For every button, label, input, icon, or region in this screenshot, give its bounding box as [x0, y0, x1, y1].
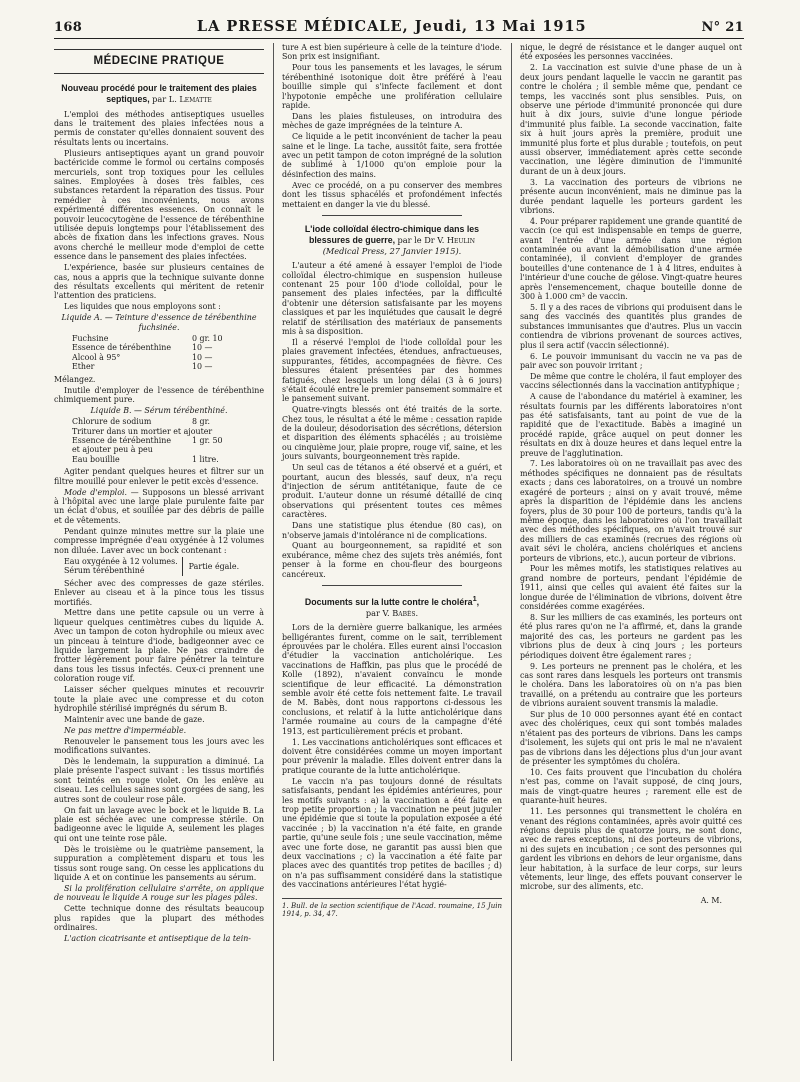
paragraph: Cette technique donne des résultats beaucoup plus rapides que la plupart des méthodes ordinaires.: [54, 904, 264, 932]
text-columns: [54, 43, 744, 1061]
ingredient-qty: 8 gr.: [192, 417, 210, 427]
paragraph: 4. Pour préparer rapidement une grande quantité de vaccin (ce qui est indispensable en temps de guerre, avant l'entrée d'une armée dans une région contaminée ou avant la démobilisation d'une armée contaminée), il convient d'employer de grandes bouteilles d'une contenance de 1 à 4 litres, enduites à l'intérieur d'une couche de gélose. Vingt-quatre heures après l'ensemencement, chaque bouteille donne de 300 à 1.000 cm³ de vaccin.: [520, 216, 742, 302]
recipe-row: [72, 362, 264, 371]
paragraph: 2. La vaccination est suivie d'une phase de un à deux jours pendant laquelle le vaccin ne garantit pas contre le choléra ; il semble même que, pendant ce temps, les vaccinés sont plus sensibles. Puis, on observe une période d'immunité prononcée qui dure huit à dix jours, suivie d'une longue période d'immunité plus faible. La seconde vaccination, faite six à huit jours après la première, produit une immunité plus forte et plus durable ; toutefois, on peut aussi observer, immédiatement après cette seconde vaccination, une légère diminution de l'immunité durant de un à deux jours.: [520, 63, 742, 176]
paragraph: 3. La vaccination des porteurs de vibrions ne présente aucun inconvénient, mais ne diminue pas la durée pendant laquelle les porteurs gardent les vibrions.: [520, 177, 742, 215]
article-byline: par L.: [152, 93, 177, 104]
brace-label: Partie égale.: [188, 561, 240, 571]
article-author: Lematte: [179, 93, 212, 104]
rubric-title: MÉDECINE PRATIQUE: [54, 49, 264, 74]
paragraph: Sécher avec des compresses de gaze stériles. Enlever au ciseau et à la pince tous les tissus mortifiés.: [54, 578, 264, 607]
paragraph: On fait un lavage avec le bock et le liquide B. La plaie est séchée avec une compresse stérile. On badigeonne avec le liquide A, seulement les plages qui ont une teinte rose pâle.: [54, 805, 264, 843]
footnote: 1. Bull. de la section scientifique de l'Acad. roumaine, 15 Juin 1914, p. 34, 47.: [282, 898, 502, 919]
paragraph: L'emploi des méthodes antiseptiques usuelles dans le traitement des plaies infectées nous a permis de constater qu'elles donnaient souvent des résultats lents ou incertains.: [54, 109, 264, 147]
article-author: Heulin: [446, 234, 476, 245]
ingredient-qty: 10 —: [192, 343, 213, 353]
paragraph: Ce liquide a le petit inconvénient de tacher la peau saine et le linge. La tache, aussitôt faite, sera frottée avec un petit tampon de coton imprégné de la solution de sublimé à 1/1000 qu'on emploie pour la désinfection des mains.: [282, 132, 502, 179]
recipe-row: [72, 417, 264, 426]
paragraph: Quant au bourgeonnement, sa rapidité et son exubérance, même chez des sujets très anémiés, font penser à la forme en chou-fleur des bourgeons cancéreux.: [282, 541, 502, 579]
recipe-row: [72, 343, 264, 352]
paragraph: [54, 488, 264, 526]
paragraph: 9. Les porteurs ne prennent pas le choléra, et les cas sont rares dans lesquels les porteurs ont transmis le choléra. Dans les laboratoires où on n'a pas bien travaillé, on a prétendu au contraire que les porteurs de vibrions auraient souvent transmis la maladie.: [520, 661, 742, 709]
recipe-step: Triturer dans un mortier et ajouter: [72, 426, 213, 436]
paragraph: Dans les plaies fistuleuses, on introduira des mèches de gaze imprégnées de la teinture A.: [282, 111, 502, 131]
paragraph: L'action cicatrisante et antiseptique de la tein-: [64, 933, 251, 943]
paragraph: 7. Les laboratoires où on ne travaillait pas avec des méthodes spécifiques ne donnaient pas de résultats exacts ; dans ces laboratoires, on a trouvé un nombre exagéré de porteurs ; ainsi on y avait trouvé, même après la disparition de l'épidémie dans les anciens foyers, plus de 30 pour 100 de porteurs, tandis qu'à la même époque, dans les laboratoires où l'on travaillait avec des méthodes spécifiques, on n'avait trouvé sur des milliers de cas examinés (recrues des régions où avait sévi le choléra, anciens cholériques et anciens porteurs de vibrions, etc.), aucun porteur de vibrions.: [520, 459, 742, 563]
paragraph: Pour les mêmes motifs, les statistiques relatives au grand nombre de porteurs, pendant l'épidémie de 1911, ainsi que celles qui avaient été faites sur la longue durée de l'élimination de vibrions, doivent être considérées comme exagérées.: [520, 564, 742, 612]
ingredient-name: Alcool à 95°: [72, 352, 121, 362]
ingredient-name: Essence de térébenthine: [72, 343, 172, 353]
paragraph: Dès le troisième ou le quatrième pansement, la suppuration a complètement disparu et tous les tissus sont rouge sang. On cesse les applications du liquide A et on continue les pansements au sérum.: [54, 844, 264, 882]
ingredient-qty: 10 —: [192, 362, 213, 372]
paragraph: 6. Le pouvoir immunisant du vaccin ne va pas de pair avec son pouvoir irritant ;: [520, 351, 742, 370]
ingredient-name: Eau bouillie: [72, 454, 120, 464]
liquid-a-recipe: [72, 334, 264, 372]
paragraph: Lors de la dernière guerre balkanique, les armées belligérantes furent, comme on le sait, terriblement éprouvées par le choléra. Elles eurent ainsi l'occasion d'étudier la vaccination anticholérique. Les vaccinations de Haffkin, pas plus que le procédé de Kolle (1892), n'avaient convaincu le monde scientifique de leur efficacité. La démonstration semble avoir été cette fois nettement faite. Le travail de M. Babès, dont nous rapportons ci-dessous les conclusions, et relatif à la lutte anticholérique dans l'armée roumaine au cours de la campagne d'été 1913, est particulièrement précis et probant.: [282, 623, 502, 736]
paragraph: Le vaccin n'a pas toujours donné de résultats satisfaisants, pendant les épidémies antérieures, pour les motifs suivants : a) la vaccination a été faite en trop petite proportion ; la vaccination ne peut juguler une épidémie que si toute la population exposée a été vaccinée ; b) la vaccination n'a été faite, en grande partie, qu'une seule fois ; une seule vaccination, même avec une forte dose, ne garantit pas aussi bien que deux vaccinations ; c) la vaccination a été faite par places avec des quantités trop petites de bacilles ; d) on n'a pas suffisamment considéré dans la statistique des vaccinations antérieures l'état hygié-: [282, 776, 502, 890]
paragraph: Renouveler le pansement tous les jours avec les modifications suivantes.: [54, 736, 264, 756]
ingredient-qty: 1 gr. 50: [192, 436, 223, 446]
footnote-ref: 1: [472, 594, 477, 604]
ingredient-name: Fuchsine: [72, 333, 109, 343]
paragraph: Il a réservé l'emploi de l'iode colloïdal pour les plaies gravement infectées, étendues, anfractueuses, suppurantes, fétides, accompagnées de fièvre. Ces blessures étaient présentées par des hommes fatigués, chez lesquels un long délai (3 à 6 jours) s'était écoulé entre le premier pansement sommaire et le pansement suivant.: [282, 337, 502, 404]
recipe-step: et ajouter peu à peu: [72, 445, 153, 455]
signature: A. M.: [700, 895, 722, 905]
liquid-a-label: Liquide A. — Teinture d'essence de térébenthine fuchsinée.: [61, 313, 257, 332]
ingredient-qty: 1 litre.: [192, 454, 219, 464]
article-byline-line: par V. Babès.: [365, 607, 419, 618]
paragraph: Avec ce procédé, on a pu conserver des membres dont les tissus sphacélés et profondément infectés mettaient en danger la vie du blessé.: [282, 180, 502, 209]
column-2: [273, 43, 502, 1061]
article-title: [288, 224, 496, 256]
paragraph: Maintenir avec une bande de gaze.: [64, 714, 205, 724]
page-number: 168: [54, 20, 83, 35]
liquid-b-label: Liquide B. — Sérum térébenthiné.: [90, 405, 228, 415]
section-divider: [322, 585, 462, 586]
article-title-text: L'iode colloïdal électro-chimique dans les blessures de guerre,: [304, 223, 480, 245]
paragraph: 11. Les personnes qui transmettent le choléra en venant des régions contaminées, après avoir quitté ces régions depuis plus de quatorze jours, ne sont donc, avec de rares exceptions, ni des porteurs de vibrions, ni des sujets en incubation ; ce sont des personnes qui gardent les vibrions en dehors de leur organisme, dans leur habitation, à la surface de leur corps, sur leurs vêtements, leur linge, des effets pouvant conserver le microbe, sur des aliments, etc.: [520, 807, 742, 892]
paragraph: Si la prolifération cellulaire s'arrête, on applique de nouveau le liquide A rouge sur les plages pâles.: [54, 883, 264, 903]
recipe-row: [72, 436, 264, 445]
article-byline: par V.: [365, 607, 390, 618]
paragraph: L'auteur a été amené à essayer l'emploi de l'iode colloïdal électro-chimique en suspension huileuse contenant 25 pour 100 d'iode colloïdal, pour le pansement des plaies infectées, par la difficulté d'obtenir une détersion satisfaisante par les moyens classiques et par les inquiétudes que causait le degré relatif de stérilisation des matériaux de pansements mis à sa disposition.: [282, 261, 502, 336]
paragraph: nique, le degré de résistance et le danger auquel ont été exposées les personnes vaccinées.: [520, 43, 742, 62]
paragraph: 8. Sur les milliers de cas examinés, les porteurs ont été plus rares qu'on ne l'a affirmé, et, dans la grande majorité des cas, les porteurs ne gardent pas les vibrions plus de deux à cinq jours ; les porteurs périodiques doivent être également rares ;: [520, 612, 742, 660]
journal-title: LA PRESSE MÉDICALE, Jeudi, 13 Mai 1915: [196, 18, 587, 35]
liquid-b-recipe: [72, 417, 264, 464]
paragraph-text: — Supposons un blessé arrivant à l'hôpital avec une large plaie purulente faite par un éclat d'obus, et souillée par des débris de paille et de vêtements.: [54, 487, 264, 525]
paragraph: Pendant quinze minutes mettre sur la plaie une compresse imprégnée d'eau oxygénée à 12 volumes non diluée. Laver avec un bock contenant :: [54, 526, 264, 555]
article-title-text: Documents sur la lutte contre le choléra: [304, 596, 473, 607]
paragraph: Mélangez.: [54, 374, 96, 384]
column-3: [511, 43, 742, 1061]
paragraph: A cause de l'abondance du matériel à examiner, les résultats fournis par les différents laboratoires n'ont pas été satisfaisants, tant au point de vue de la rapidité que de l'exactitude. Babès a imaginé un procédé rapide, grâce auquel on peut donner les résultats en dix à douze heures et dans lequel entre la preuve de l'agglutination.: [520, 392, 742, 458]
recipe-row: [72, 455, 264, 464]
ingredient-qty: 10 —: [192, 352, 213, 362]
paragraph: Un seul cas de tétanos a été observé et a guéri, et pourtant, aucun des blessés, sauf deux, n'a reçu d'injection de sérum antitétanique, faute de ce produit. L'auteur donne un résumé détaillé de cinq observations qui présentent toutes ces mêmes caractères.: [282, 463, 502, 520]
article-source: (Medical Press, 27 Janvier 1915).: [322, 245, 462, 256]
recipe-row: [72, 353, 264, 362]
page-header: [54, 18, 744, 39]
paragraph: Mettre dans une petite capsule ou un verre à liqueur quelques centimètres cubes du liquide A. Avec un tampon de coton hydrophile ou mieux avec un pinceau à teinture d'iode, badigeonner avec ce liquide largement la plaie. Ne pas craindre de frotter légèrement pour faire pénétrer la teinture dans tous les tissus infectés. Ceux-ci prennent une coloration rouge vif.: [54, 608, 264, 684]
brace-line: Sérum térébenthiné: [64, 566, 145, 576]
article-title-text: Nouveau procédé pour le traitement des plaies septiques,: [61, 82, 257, 104]
ingredient-name: Essence de térébenthine: [72, 436, 172, 446]
paragraph: Pour tous les pansements et les lavages, le sérum térébenthiné isotonique doit être préféré à l'eau bouillie simple qui s'infecte facilement et dont l'hypotonie empêche une prolifération cellulaire rapide.: [282, 63, 502, 110]
paragraph: L'expérience, basée sur plusieurs centaines de cas, nous a appris que la technique suivante donne des résultats excellents qui méritent de retenir l'attention des praticiens.: [54, 263, 264, 301]
paragraph: ture A est bien supérieure à celle de la teinture d'iode. Son prix est insignifiant.: [282, 43, 502, 62]
paragraph-lead: Mode d'emploi.: [64, 487, 127, 497]
issue-number: N° 21: [701, 20, 744, 35]
paragraph: Sur plus de 10 000 personnes ayant été en contact avec des cholériques, ceux qui sont tombés malades n'étaient pas des porteurs de vibrions. Dans les camps d'isolement, les sujets qui ont pris le mal ne n'avaient pas de vibrions dans les déjections plus d'un jour avant de présenter les symptômes du choléra.: [520, 710, 742, 767]
brace-lines: [64, 557, 183, 576]
paragraph: 5. Il y a des races de vibrions qui produisent dans le sang des vaccinés des quantités plus grandes de substances immunisantes que d'autres. Plus un vaccin contiendra de vibrions provenant de sources actives, plus il sera actif (vaccin sélectionné).: [520, 302, 742, 350]
article-title: [60, 83, 258, 105]
mixture-brace: [64, 557, 264, 576]
paragraph: Agiter pendant quelques heures et filtrer sur un filtre mouillé pour enlever le petit excès d'essence.: [54, 467, 264, 486]
paragraph: Ne pas mettre d'imperméable.: [64, 725, 187, 735]
article-byline: par le Dr V.: [397, 234, 445, 245]
paragraph: 1. Les vaccinations anticholériques sont efficaces et doivent être considérées comme un moyen important pour prévenir la maladie. Elles doivent entrer dans la pratique courante de la lutte anticholérique.: [282, 737, 502, 775]
paragraph: Les liquides que nous employons sont :: [64, 302, 221, 312]
article-title: Documents sur la lutte contre le choléra$^1$, par V. Babès.: [288, 594, 496, 618]
paragraph: De même que contre le choléra, il faut employer des vaccins sélectionnés dans la vaccination antityphique ;: [520, 371, 742, 391]
paragraph: Quatre-vingts blessés ont été traités de la sorte. Chez tous, le résultat a été le même : cessation rapide de la douleur, désodorisation des sécrétions, détersion et disparition des éléments sphacélés ; au troisième ou cinquième jour, plaie propre, rouge vif, saine, et les jours suivants, bourgeonnement très rapide.: [282, 405, 502, 462]
paragraph: Dès le lendemain, la suppuration a diminué. La plaie présente l'aspect suivant : les tissus mortifiés sont teintés en rouge violet. On les enlève au ciseau. Les cellules saines sont gorgées de sang, les autres sont de couleur rose pâle.: [54, 757, 264, 804]
paragraph: Dans une statistique plus étendue (80 cas), on n'observe jamais d'intolérance ni de complications.: [282, 521, 502, 540]
article-author: Babès: [392, 607, 416, 618]
recipe-row: [72, 334, 264, 343]
column-1: [54, 43, 264, 1061]
paragraph: 10. Ces faits prouvent que l'incubation du choléra n'est pas, comme on l'avait supposé, de cinq jours, mais de vingt-quatre heures ; rarement elle est de quarante-huit heures.: [520, 767, 742, 806]
paragraph: Laisser sécher quelques minutes et recouvrir toute la plaie avec une compresse et du coton hydrophile stérilisé imprégnés du sérum B.: [54, 685, 264, 714]
ingredient-qty: 0 gr. 10: [192, 333, 223, 343]
section-divider: [322, 215, 462, 216]
ingredient-name: Chlorure de sodium: [72, 417, 152, 427]
paragraph: Plusieurs antiseptiques ayant un grand pouvoir bactéricide comme le formol ou certains composés mercuriels, sont trop toxiques pour les cellules saines. Employées à doses très faibles, ces substances retardent la réparation des tissus. Pour remédier à ces inconvénients, nous avons expérimenté différentes essences. On connaît le pouvoir leucocytogène de l'essence de térébenthine utilisée depuis longtemps pour l'établissement des abcès de fixation dans les infections graves. Nous avons cherché le meilleur mode d'emploi de cette essence dans le pansement des plaies infectées.: [54, 148, 264, 262]
brace-line: Eau oxygénée à 12 volumes.: [64, 556, 178, 566]
ingredient-name: Ether: [72, 362, 95, 372]
paragraph: Inutile d'employer de l'essence de térébenthine chimiquement pure.: [54, 385, 264, 404]
